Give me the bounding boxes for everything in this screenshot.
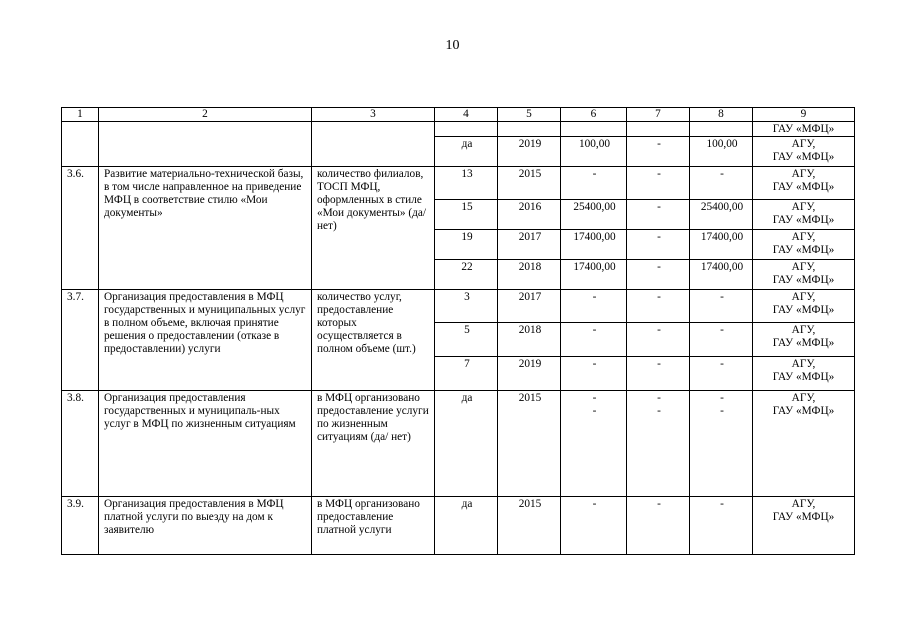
value-cell: - [690, 290, 753, 323]
org-cell: АГУ, ГАУ «МФЦ» [753, 167, 855, 200]
value-cell: 17400,00 [561, 260, 627, 290]
value-cell [561, 122, 627, 137]
value-cell: 100,00 [561, 137, 627, 167]
value-cell: - - [690, 391, 753, 497]
value-cell: - [627, 260, 690, 290]
value-cell: 17400,00 [690, 260, 753, 290]
year-cell: 2017 [498, 290, 561, 323]
org-cell: АГУ, ГАУ «МФЦ» [753, 391, 855, 497]
header-cell: 3 [312, 108, 435, 122]
value-cell: - [690, 497, 753, 555]
value-cell: 15 [435, 200, 498, 230]
value-cell: да [435, 137, 498, 167]
value-cell: 25400,00 [561, 200, 627, 230]
indicator-cell: количество услуг, предоставление которых осуществляется в полном объеме (шт.) [312, 290, 435, 391]
value-cell: - [627, 323, 690, 357]
value-cell [435, 122, 498, 137]
num-cell [62, 122, 99, 167]
value-cell: - - [561, 391, 627, 497]
value-cell: - [561, 167, 627, 200]
value-cell: 3 [435, 290, 498, 323]
header-cell: 1 [62, 108, 99, 122]
org-cell: АГУ, ГАУ «МФЦ» [753, 230, 855, 260]
year-cell: 2018 [498, 323, 561, 357]
title-cell: Организация предоставления в МФЦ государственных и муниципальных услуг в полном объеме, включая принятие решения о предоставлении (отказе в предоставлении) услуги [99, 290, 312, 391]
value-cell: - [627, 200, 690, 230]
header-cell: 7 [627, 108, 690, 122]
table-row [62, 122, 855, 137]
year-cell: 2015 [498, 167, 561, 200]
org-cell: АГУ, ГАУ «МФЦ» [753, 200, 855, 230]
value-cell: - [561, 497, 627, 555]
value-cell: 17400,00 [690, 230, 753, 260]
value-cell: - [627, 290, 690, 323]
header-cell: 2 [99, 108, 312, 122]
num-cell: 3.6. [62, 167, 99, 290]
table-row [62, 391, 855, 497]
value-cell: 19 [435, 230, 498, 260]
indicator-cell [312, 122, 435, 167]
value-cell: - - [627, 391, 690, 497]
value-cell: 100,00 [690, 137, 753, 167]
value-cell: 25400,00 [690, 200, 753, 230]
value-cell: - [690, 357, 753, 391]
header-cell: 6 [561, 108, 627, 122]
value-cell: - [561, 323, 627, 357]
header-cell: 9 [753, 108, 855, 122]
indicator-cell: в МФЦ организовано предоставление услуги по жизненным ситуациям (да/ нет) [312, 391, 435, 497]
header-cell: 4 [435, 108, 498, 122]
table-row [62, 167, 855, 200]
year-cell: 2017 [498, 230, 561, 260]
value-cell: 22 [435, 260, 498, 290]
org-cell: ГАУ «МФЦ» [753, 122, 855, 137]
org-cell: АГУ, ГАУ «МФЦ» [753, 323, 855, 357]
header-cell: 5 [498, 108, 561, 122]
year-cell: 2019 [498, 137, 561, 167]
program-table [61, 107, 855, 555]
value-cell: 17400,00 [561, 230, 627, 260]
value-cell: - [690, 323, 753, 357]
value-cell: - [627, 497, 690, 555]
indicator-cell: количество филиалов, ТОСП МФЦ, оформленных в стиле «Мои документы» (да/ нет) [312, 167, 435, 290]
num-cell: 3.8. [62, 391, 99, 497]
value-cell: да [435, 497, 498, 555]
value-cell: 13 [435, 167, 498, 200]
value-cell: - [627, 137, 690, 167]
title-cell: Организация предоставления в МФЦ платной услуги по выезду на дом к заявителю [99, 497, 312, 555]
page-number: 10 [445, 38, 460, 53]
year-cell: 2015 [498, 391, 561, 497]
org-cell: АГУ, ГАУ «МФЦ» [753, 497, 855, 555]
header-cell: 8 [690, 108, 753, 122]
value-cell: да [435, 391, 498, 497]
org-cell: АГУ, ГАУ «МФЦ» [753, 290, 855, 323]
value-cell: 7 [435, 357, 498, 391]
value-cell: 5 [435, 323, 498, 357]
value-cell: - [627, 357, 690, 391]
title-cell [99, 122, 312, 167]
year-cell: 2018 [498, 260, 561, 290]
value-cell: - [561, 357, 627, 391]
value-cell [627, 122, 690, 137]
title-cell: Организация предоставления государственных и муниципаль-ных услуг в МФЦ по жизненным ситуациям [99, 391, 312, 497]
org-cell: АГУ, ГАУ «МФЦ» [753, 357, 855, 391]
num-cell: 3.9. [62, 497, 99, 555]
year-cell: 2019 [498, 357, 561, 391]
org-cell: АГУ, ГАУ «МФЦ» [753, 260, 855, 290]
year-cell: 2016 [498, 200, 561, 230]
year-cell: 2015 [498, 497, 561, 555]
value-cell [690, 122, 753, 137]
table-row [62, 497, 855, 555]
indicator-cell: в МФЦ организовано предоставление платной услуги [312, 497, 435, 555]
value-cell: - [561, 290, 627, 323]
title-cell: Развитие материально-технической базы, в том числе направленное на приведение МФЦ в соответствие стилю «Мои документы» [99, 167, 312, 290]
year-cell [498, 122, 561, 137]
value-cell: - [690, 167, 753, 200]
num-cell: 3.7. [62, 290, 99, 391]
table-row [62, 290, 855, 323]
org-cell: АГУ, ГАУ «МФЦ» [753, 137, 855, 167]
value-cell: - [627, 167, 690, 200]
value-cell: - [627, 230, 690, 260]
header-row [62, 108, 855, 122]
